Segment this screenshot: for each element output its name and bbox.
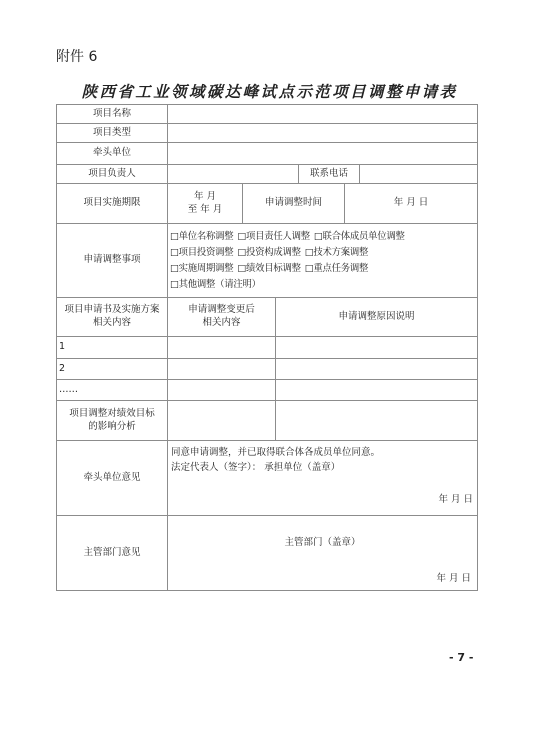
- row-adjust-items: [57, 224, 478, 298]
- row-project-type: [57, 124, 478, 143]
- option-performance[interactable]: □绩效目标调整: [237, 262, 301, 274]
- col-original-line1: 项目申请书及实施方案: [64, 304, 160, 316]
- row-index: 2: [57, 359, 168, 380]
- lead-opinion-field[interactable]: [168, 441, 478, 516]
- row-project-name: [57, 105, 478, 124]
- impact-line2: 的影响分析: [88, 420, 136, 432]
- table-row: [57, 337, 478, 359]
- option-period[interactable]: □实施周期调整: [170, 262, 234, 274]
- lead-opinion-label: 牵头单位意见: [57, 441, 168, 516]
- lead-unit-label: 牵头单位: [57, 143, 168, 165]
- project-leader-field[interactable]: [168, 165, 299, 184]
- option-unit-name[interactable]: □单位名称调整: [170, 230, 234, 242]
- row-reason-cell[interactable]: [276, 380, 478, 401]
- project-name-field[interactable]: [168, 105, 478, 124]
- row-project-leader: [57, 165, 478, 184]
- row-reason-cell[interactable]: [276, 337, 478, 359]
- adjustment-form-table: [56, 104, 478, 591]
- apply-time-field[interactable]: 年 月 日: [345, 184, 478, 224]
- col-changed-line2: 相关内容: [202, 317, 241, 328]
- col-changed-header: [168, 298, 276, 337]
- dept-opinion-date: 年 月 日: [436, 573, 472, 585]
- period-end: 至 年 月: [187, 203, 223, 215]
- project-type-label: 项目类型: [57, 124, 168, 143]
- row-changed-cell[interactable]: [168, 337, 276, 359]
- row-lead-opinion: [57, 441, 478, 516]
- option-other[interactable]: □其他调整（请注明）: [170, 278, 261, 290]
- col-reason-header: 申请调整原因说明: [276, 298, 478, 337]
- option-leader[interactable]: □项目责任人调整: [237, 230, 310, 242]
- option-consortium[interactable]: □联合体成员单位调整: [313, 230, 405, 242]
- col-original-line2: 相关内容: [92, 317, 131, 328]
- row-dept-opinion: [57, 516, 478, 591]
- options-line-2: [170, 245, 477, 261]
- row-index: 1: [57, 337, 168, 359]
- row-changed-cell[interactable]: [168, 380, 276, 401]
- row-impl-period: [57, 184, 478, 224]
- row-column-headers: [57, 298, 478, 337]
- dept-opinion-label: 主管部门意见: [57, 516, 168, 591]
- col-original-header: [57, 298, 168, 337]
- lead-opinion-date: 年 月 日: [438, 494, 474, 506]
- impact-changed-cell[interactable]: [168, 401, 276, 441]
- period-start: 年 月: [193, 190, 217, 202]
- adjust-items-label: 申请调整事项: [57, 224, 168, 298]
- lead-opinion-text: 同意申请调整，并已取得联合体各成员单位同意。: [171, 447, 381, 458]
- row-index: ……: [57, 380, 168, 401]
- form-title: 陕西省工业领域碳达峰试点示范项目调整申请表: [81, 82, 458, 101]
- impact-label: [57, 401, 168, 441]
- annex-label: 附件 6: [56, 49, 98, 65]
- options-line-4: [170, 277, 477, 293]
- row-changed-cell[interactable]: [168, 359, 276, 380]
- impl-period-label: 项目实施期限: [57, 184, 168, 224]
- contact-phone-label: 联系电话: [299, 165, 360, 184]
- option-investment[interactable]: □项目投资调整: [170, 246, 234, 258]
- row-reason-cell[interactable]: [276, 359, 478, 380]
- dept-stamp: 主管部门（盖章）: [284, 537, 361, 548]
- option-investment-structure[interactable]: □投资构成调整: [237, 246, 301, 258]
- impact-line1: 项目调整对绩效目标: [69, 407, 155, 419]
- page-number: - 7 -: [449, 651, 474, 664]
- row-impact: [57, 401, 478, 441]
- table-row: [57, 359, 478, 380]
- option-tech-plan[interactable]: □技术方案调整: [304, 246, 369, 258]
- lead-unit-field[interactable]: [168, 143, 478, 165]
- dept-opinion-field[interactable]: [168, 516, 478, 591]
- apply-time-label: 申请调整时间: [243, 184, 345, 224]
- lead-opinion-signature: 法定代表人（签字）： 承担单位（盖章）: [171, 461, 341, 473]
- options-line-1: [170, 229, 477, 245]
- impact-reason-cell[interactable]: [276, 401, 478, 441]
- project-leader-label: 项目负责人: [57, 165, 168, 184]
- contact-phone-field[interactable]: [360, 165, 478, 184]
- project-name-label: 项目名称: [57, 105, 168, 124]
- options-line-3: [170, 261, 477, 277]
- row-lead-unit: [57, 143, 478, 165]
- impl-period-field[interactable]: [168, 184, 243, 224]
- adjust-options: [168, 224, 478, 298]
- table-row: [57, 380, 478, 401]
- option-key-tasks[interactable]: □重点任务调整: [304, 262, 369, 274]
- col-changed-line1: 申请调整变更后: [188, 304, 255, 316]
- project-type-field[interactable]: [168, 124, 478, 143]
